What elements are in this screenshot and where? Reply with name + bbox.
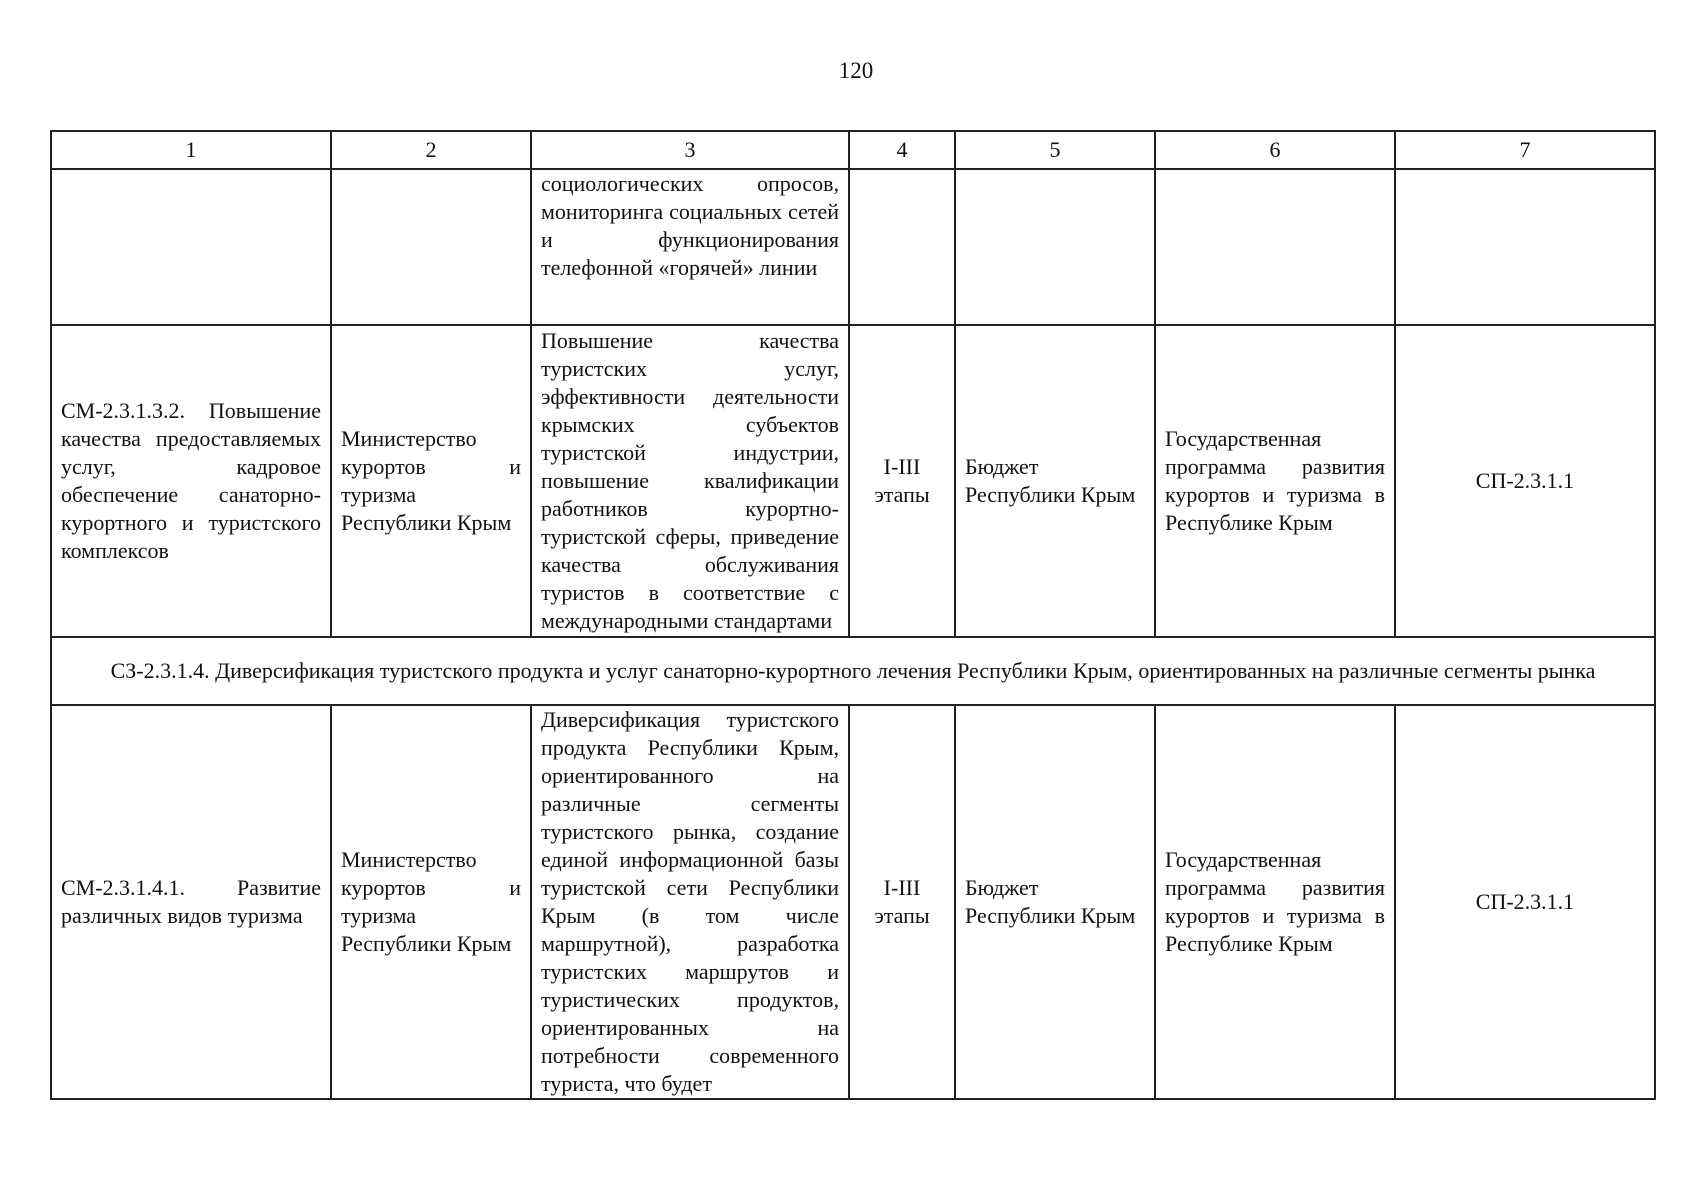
column-number: 3 [531,131,849,169]
table-row [51,169,1655,325]
executor-cell: Министерство курортов и туризма Республики Крым [331,325,531,637]
column-number-row [51,131,1655,169]
page-number: 120 [838,58,874,83]
result-cell: Повышение качества туристских услуг, эффективности деятельности крымских субъектов туристской индустрии, повышение квалификации работников курортно-туристской сферы, приведение качества обслуживания туристов в соответствие с международными стандартами [531,325,849,637]
funding-cell: Бюджет Республики Крым [955,325,1155,637]
table-row [51,705,1655,1099]
funding-cell: Бюджет Республики Крым [955,705,1155,1099]
code-cell: СП-2.3.1.1 [1395,705,1655,1099]
column-number: 6 [1155,131,1395,169]
code-cell: СП-2.3.1.1 [1395,325,1655,637]
code-cell [1395,169,1655,325]
measure-cell: СМ-2.3.1.4.1. Развитие различных видов туризма [51,705,331,1099]
program-cell: Государственная программа развития курортов и туризма в Республике Крым [1155,325,1395,637]
program-cell: Государственная программа развития курортов и туризма в Республике Крым [1155,705,1395,1099]
executor-cell [331,169,531,325]
executor-cell: Министерство курортов и туризма Республики Крым [331,705,531,1099]
result-cell: социологических опросов, мониторинга социальных сетей и функционирования телефонной «горячей» линии [531,169,849,325]
measures-table [50,130,1656,1100]
stage-cell [849,169,955,325]
column-number: 1 [51,131,331,169]
section-row [51,637,1655,705]
measure-cell [51,169,331,325]
column-number: 7 [1395,131,1655,169]
program-cell [1155,169,1395,325]
column-number: 2 [331,131,531,169]
result-cell: Диверсификация туристского продукта Республики Крым, ориентированного на различные сегменты туристского рынка, создание единой информационной базы туристской сети Республики Крым (в том числе маршрутной), разработка туристских маршрутов и туристических продуктов, ориентированных на потребности современного туриста, что будет [531,705,849,1099]
stage-cell: I-III этапы [849,705,955,1099]
column-number: 5 [955,131,1155,169]
table-row [51,325,1655,637]
measure-cell: СМ-2.3.1.3.2. Повышение качества предоставляемых услуг, кадровое обеспечение санаторно-курортного и туристского комплексов [51,325,331,637]
funding-cell [955,169,1155,325]
column-number: 4 [849,131,955,169]
section-heading: СЗ-2.3.1.4. Диверсификация туристского продукта и услуг санаторно-курортного лечения Республики Крым, ориентированных на различные сегменты рынка [51,637,1655,705]
stage-cell: I-III этапы [849,325,955,637]
